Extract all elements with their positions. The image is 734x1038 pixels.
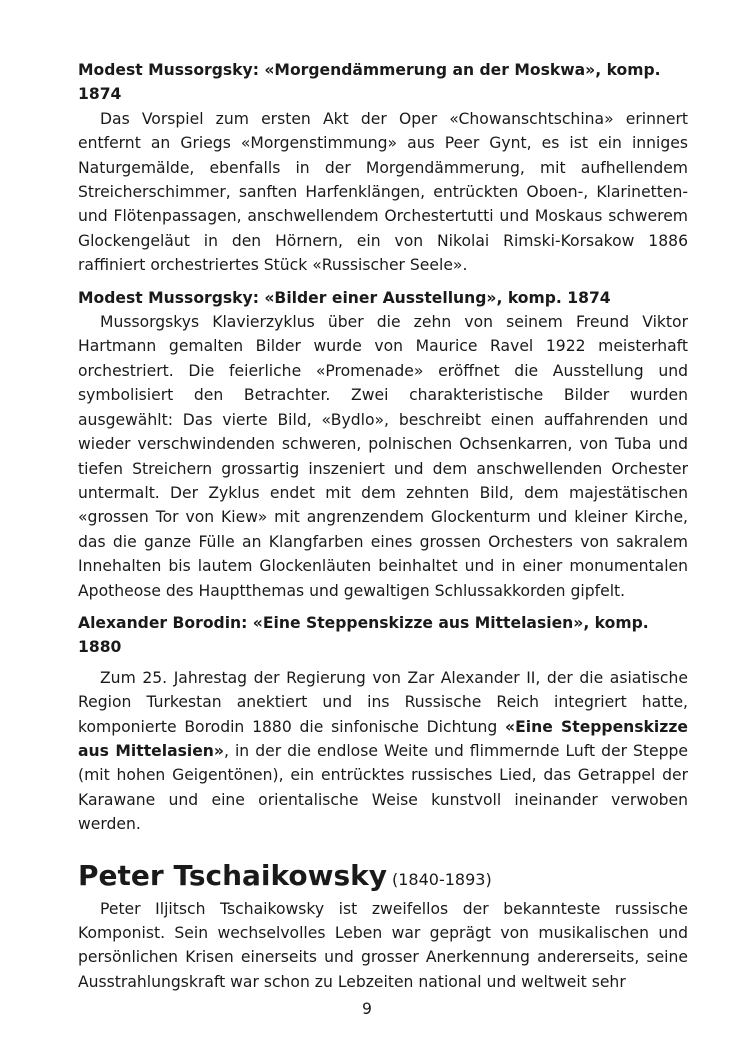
body-text: Zum 25. Jahrestag der Regierung von Zar Alexander II, der die asiatische Region Turkestan anektiert und ins Russische Reich integriert hatte, komponierte Borodin 1880 die sinfonische Dichtung bbox=[78, 668, 688, 736]
composer-heading bbox=[78, 859, 688, 897]
section-morgendaemmerung bbox=[78, 58, 688, 278]
section-bilder-einer-ausstellung bbox=[78, 286, 688, 603]
document-page bbox=[78, 58, 688, 994]
section-body: Mussorgskys Klavierzyklus über die zehn von seinem Freund Viktor Hartmann gemalten Bilder wurde von Maurice Ravel 1922 meisterhaft orchestriert. Die feierliche «Promenade» eröffnet die Ausstellung und symbolisiert den Betrachter. Zwei charakteristische Bilder wurden ausgewählt: Das vierte Bild, «Bydlo», beschreibt einen auffahrenden und wieder verschwindenden schweren, polnischen Ochsenkarren, von Tuba und tiefen Streichern grossartig inszeniert und dem anschwellenden Orchester untermalt. Der Zyklus endet mit dem zehnten Bild, dem majestätischen «grossen Tor von Kiew» mit angrenzendem Glockenturm und kleiner Kirche, das die ganze Fülle an Klangfarben eines grossen Orchesters von sakralem Innehalten bis lautem Glockenläuten beinhaltet und in einer monumentalen Apotheose des Hauptthemas und gewaltigen Schlussakkorden gipfelt. bbox=[78, 313, 688, 600]
section-steppenskizze bbox=[78, 611, 688, 837]
section-heading: Modest Mussorgsky: «Bilder einer Ausstellung», komp. 1874 bbox=[78, 288, 611, 307]
composer-body: Peter Iljitsch Tschaikowsky ist zweifellos der bekannteste russische Komponist. Sein wechselvolles Leben war geprägt von musikalischen und persönlichen Krisen einerseits und grosser Anerkennung andererseits, seine Ausstrahlungskraft war schon zu Lebzeiten national und weltweit sehr bbox=[78, 899, 688, 991]
body-text: , in der die endlose Weite und flimmernde Luft der Steppe (mit hohen Geigentönen), ein entrücktes russisches Lied, das Getrappel der Karawane und eine orientalische Weise kunstvoll ineinander verwoben werden. bbox=[78, 741, 689, 834]
section-heading: Modest Mussorgsky: «Morgendämmerung an der Moskwa», komp. 1874 bbox=[78, 61, 661, 104]
section-body bbox=[78, 666, 688, 837]
composer-name: Peter Tschaikowsky bbox=[78, 858, 388, 892]
section-body: Das Vorspiel zum ersten Akt der Oper «Chowanschtschina» erinnert entfernt an Griegs «Morgenstimmung» aus Peer Gynt, es ist ein inniges Naturgemälde, ebenfalls in der Morgendämmerung, mit aufhellendem Streicherschimmer, sanften Harfenklängen, entrückten Oboen-, Klarinetten- und Flötenpassagen, anschwellendem Orchestertutti und Moskaus schwerem Glockengeläut in den Hörnern, ein von Nikolai Rimski-Korsakow 1886 raffiniert orchestriertes Stück «Russischer Seele». bbox=[78, 109, 688, 275]
composer-years: (1840-1893) bbox=[392, 869, 492, 889]
section-heading: Alexander Borodin: «Eine Steppenskizze aus Mittelasien», komp. 1880 bbox=[78, 613, 649, 657]
body-bold-title: «Eine Steppenskizze aus Mittelasien» bbox=[78, 717, 688, 760]
page-number: 9 bbox=[362, 1000, 372, 1018]
